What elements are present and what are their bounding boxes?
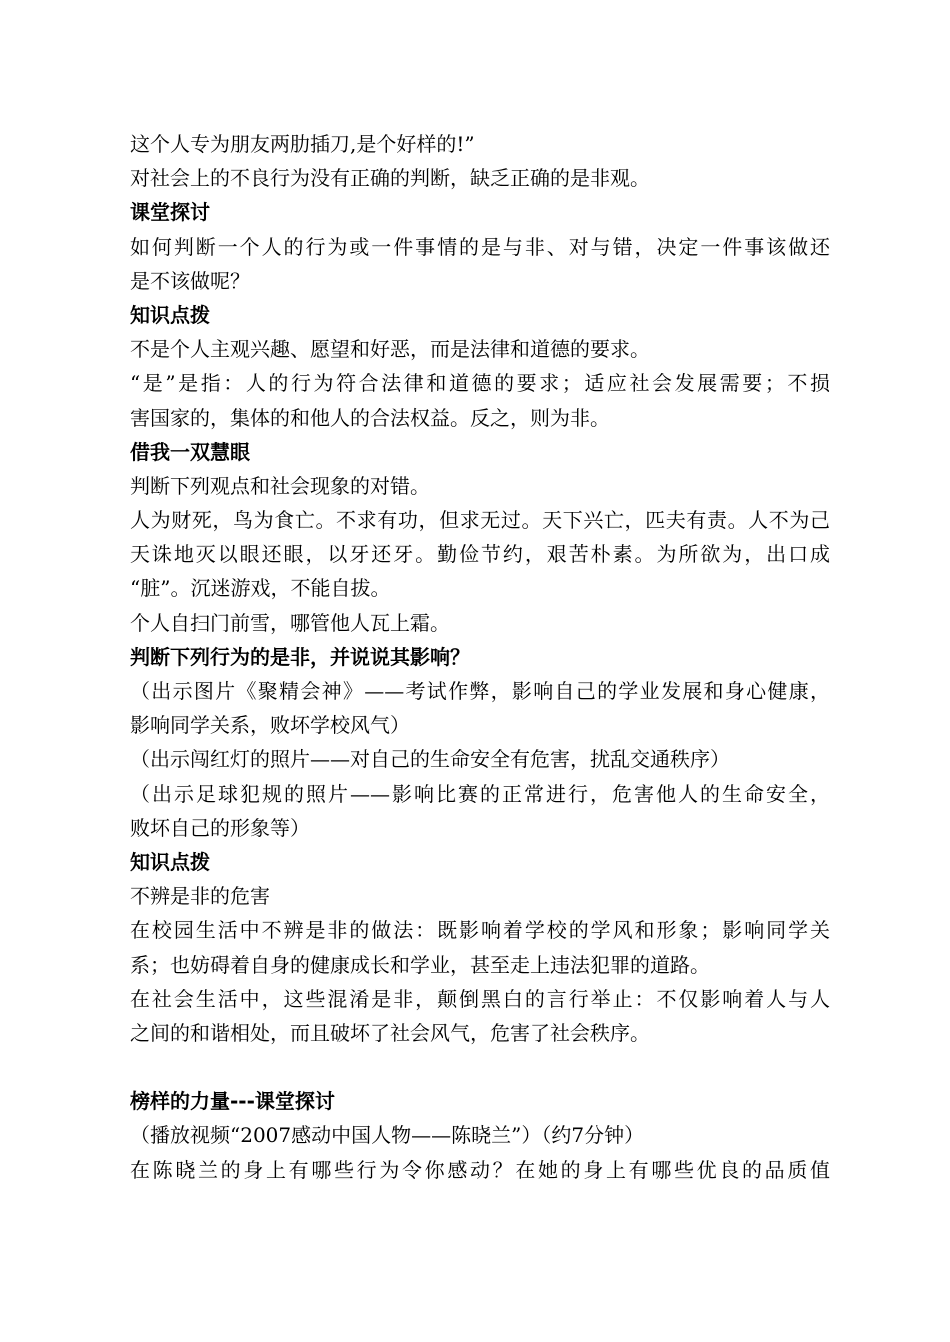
paragraph-line: 判断下列观点和社会现象的对错。: [130, 473, 430, 498]
paragraph-line: “是”是指：人的行为符合法律和道德的要求；适应社会发展需要；不损: [130, 371, 830, 396]
paragraph-line: 对社会上的不良行为没有正确的判断，缺乏正确的是非观。: [130, 166, 650, 191]
section-heading: 判断下列行为的是非，并说说其影响？: [130, 644, 470, 669]
paragraph-line: 不辨是非的危害: [130, 884, 270, 909]
section-heading: 榜样的力量---课堂探讨: [130, 1089, 335, 1114]
section-heading: 知识点拨: [130, 849, 210, 874]
paragraph-line: （出示闯红灯的照片——对自己的生命安全有危害，扰乱交通秩序）: [130, 747, 730, 772]
paragraph-line: （出示图片《聚精会神》——考试作弊，影响自己的学业发展和身心健康，: [130, 679, 830, 703]
paragraph-line: 系；也妨碍着自身的健康成长和学业，甚至走上违法犯罪的道路。: [130, 952, 710, 977]
section-heading: 知识点拨: [130, 302, 210, 327]
paragraph-line: 败坏自己的形象等）: [130, 815, 310, 840]
paragraph-line: 人为财死，鸟为食亡。不求有功，但求无过。天下兴亡，匹夫有责。人不为己: [130, 508, 830, 533]
paragraph-line: 在校园生活中不辨是非的做法：既影响着学校的学风和形象；影响同学关: [130, 918, 830, 943]
document-body: [130, 127, 830, 1187]
paragraph-line: 个人自扫门前雪，哪管他人瓦上霜。: [130, 610, 450, 635]
section-heading: 课堂探讨: [130, 200, 210, 225]
paragraph-line: 是不该做呢？: [130, 268, 250, 293]
paragraph-line: “脏”。沉迷游戏，不能自拔。: [130, 576, 391, 601]
paragraph-line: 害国家的，集体的和他人的合法权益。反之，则为非。: [130, 405, 610, 430]
paragraph-line: 天诛地灭以眼还眼，以牙还牙。勤俭节约，艰苦朴素。为所欲为，出口成: [130, 542, 830, 567]
paragraph-line: 这个人专为朋友两肋插刀,是个好样的!”: [130, 132, 475, 156]
blank-line: [130, 1050, 830, 1084]
paragraph-line: 在陈晓兰的身上有哪些行为令你感动？在她的身上有哪些优良的品质值: [130, 1157, 830, 1182]
paragraph-line: 影响同学关系，败坏学校风气）: [130, 713, 410, 738]
paragraph-line: 之间的和谐相处，而且破坏了社会风气，危害了社会秩序。: [130, 1020, 650, 1045]
paragraph-line: （播放视频“2007感动中国人物——陈晓兰”）（约7分钟）: [130, 1123, 645, 1148]
paragraph-line: 在社会生活中，这些混淆是非，颠倒黑白的言行举止：不仅影响着人与人: [130, 986, 830, 1011]
paragraph-line: 不是个人主观兴趣、愿望和好恶，而是法律和道德的要求。: [130, 337, 650, 362]
section-heading: 借我一双慧眼: [130, 439, 250, 464]
document-page: [130, 127, 830, 1187]
paragraph-line: （出示足球犯规的照片——影响比赛的正常进行，危害他人的生命安全，: [130, 781, 830, 806]
paragraph-line: 如何判断一个人的行为或一件事情的是与非、对与错，决定一件事该做还: [130, 234, 830, 259]
